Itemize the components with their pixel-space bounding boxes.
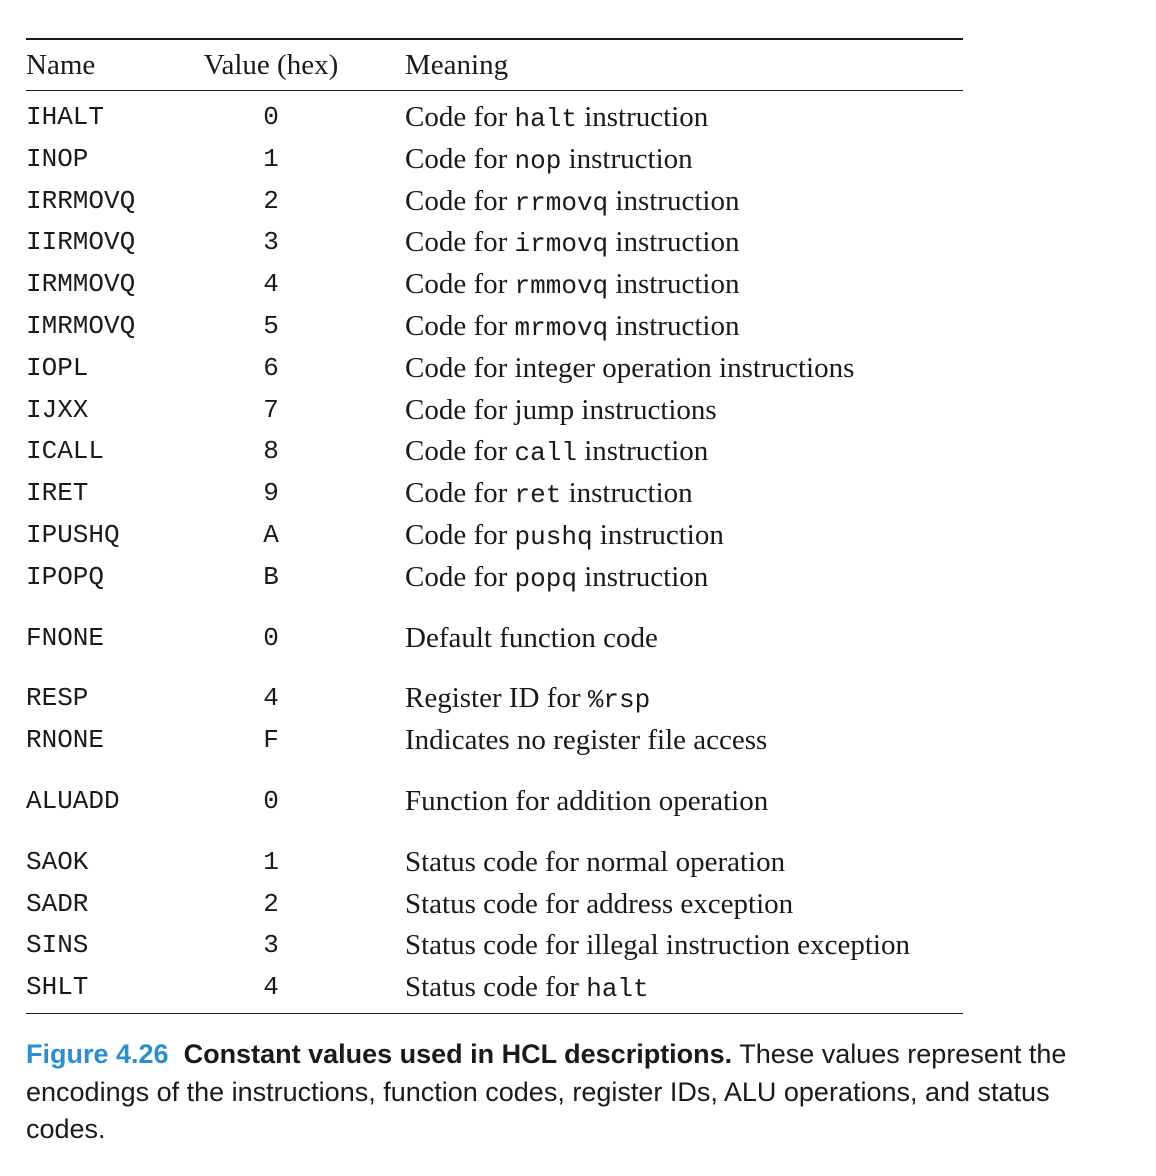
constant-name: IPUSHQ <box>26 519 120 550</box>
constant-value: 2 <box>263 888 279 919</box>
constant-meaning <box>405 884 793 926</box>
bottom-rule <box>26 1013 963 1014</box>
table-row <box>26 306 963 348</box>
constants-table <box>26 38 963 1014</box>
table-row <box>26 884 963 926</box>
constant-value: 9 <box>263 478 279 509</box>
figure-label: Figure 4.26 <box>26 1039 169 1069</box>
figure-caption <box>26 1036 1136 1149</box>
meaning-code: call <box>514 438 577 469</box>
table-row <box>26 97 963 139</box>
meaning-text: Code for <box>405 184 515 217</box>
constant-meaning <box>405 139 693 183</box>
meaning-text: Code for <box>405 518 515 551</box>
table-row <box>26 720 963 762</box>
constant-meaning <box>405 720 767 762</box>
meaning-text: Code for integer operation instructions <box>405 351 855 384</box>
table-row <box>26 348 963 390</box>
meaning-text: Code for <box>405 560 515 593</box>
constant-meaning <box>405 967 649 1011</box>
constant-name: SAOK <box>26 846 89 877</box>
header-meaning: Meaning <box>405 49 509 81</box>
constant-name: SINS <box>26 930 89 961</box>
table-row <box>26 967 963 1009</box>
table-row <box>26 473 963 515</box>
meaning-code: irmovq <box>514 229 609 260</box>
meaning-text: Code for <box>405 142 515 175</box>
figure-caption-body: These values represent the encodings of the instructions, function codes, register IDs, ALU operations, and status codes. <box>26 1039 1067 1144</box>
meaning-code: halt <box>586 974 649 1005</box>
constant-meaning <box>405 557 708 601</box>
constant-value: 4 <box>263 972 279 1003</box>
constant-name: ALUADD <box>26 785 120 816</box>
table-row <box>26 515 963 557</box>
header-value: Value (hex) <box>203 49 339 81</box>
figure-title: Constant values used in HCL descriptions. <box>183 1039 733 1069</box>
meaning-text: Code for <box>405 101 515 133</box>
table-row <box>26 618 963 660</box>
meaning-text-suffix: instruction <box>561 477 693 510</box>
meaning-text: Status code for normal operation <box>405 845 786 878</box>
meaning-text: Default function code <box>405 621 658 654</box>
constant-name: IPOPQ <box>26 561 105 592</box>
constant-value: 4 <box>263 269 279 300</box>
constant-value: 0 <box>263 622 279 653</box>
header-name: Name <box>26 49 96 81</box>
meaning-text: Function for addition operation <box>405 784 769 817</box>
constant-value: 8 <box>263 436 279 467</box>
constant-meaning <box>405 618 658 660</box>
constant-value: 3 <box>263 930 279 961</box>
constant-name: IHALT <box>26 102 105 132</box>
meaning-text-suffix: instruction <box>608 309 740 342</box>
table-row <box>26 431 963 473</box>
constant-meaning <box>405 264 739 308</box>
constant-value: 1 <box>263 143 279 174</box>
meaning-text: Code for <box>405 477 515 510</box>
constant-name: IRET <box>26 478 89 509</box>
meaning-text-suffix: instruction <box>576 101 709 133</box>
table-row <box>26 181 963 223</box>
meaning-code: rmmovq <box>514 271 609 302</box>
constant-name: IOPL <box>26 352 89 383</box>
meaning-text: Code for <box>405 309 515 342</box>
constant-name: SADR <box>26 888 89 919</box>
constant-value: 2 <box>263 185 279 216</box>
constant-value: A <box>263 519 279 550</box>
meaning-text: Status code for <box>405 971 587 1004</box>
meaning-text-suffix: instruction <box>561 142 693 175</box>
table-row <box>26 139 963 181</box>
meaning-text: Code for <box>405 268 515 301</box>
meaning-text-suffix: instruction <box>608 184 740 217</box>
constant-name: IRMMOVQ <box>26 269 136 300</box>
meaning-text-suffix: instruction <box>608 268 740 301</box>
meaning-code: pushq <box>514 521 593 552</box>
table-row <box>26 264 963 306</box>
meaning-text: Status code for address exception <box>405 887 794 920</box>
constant-meaning <box>405 431 708 475</box>
meaning-text-suffix: instruction <box>592 518 724 551</box>
meaning-code: mrmovq <box>514 312 609 343</box>
constant-name: RESP <box>26 683 89 714</box>
constant-meaning <box>405 925 910 967</box>
meaning-text: Code for jump instructions <box>405 393 717 426</box>
constant-meaning <box>405 390 717 432</box>
table-header-row <box>26 40 963 90</box>
constant-name: IMRMOVQ <box>26 310 136 341</box>
constant-meaning <box>405 97 708 141</box>
constant-name: RNONE <box>26 725 105 756</box>
meaning-text-suffix: instruction <box>576 435 709 468</box>
constant-value: 1 <box>263 846 279 877</box>
meaning-text: Status code for illegal instruction exception <box>405 929 910 962</box>
constant-meaning <box>405 222 739 266</box>
constant-name: INOP <box>26 143 89 174</box>
table-row <box>26 925 963 967</box>
meaning-text: Indicates no register file access <box>405 724 768 757</box>
table-row <box>26 390 963 432</box>
constant-value: 4 <box>263 683 279 714</box>
table-body <box>26 97 963 1009</box>
meaning-code: %rsp <box>587 685 651 716</box>
meaning-text: Code for <box>405 226 515 259</box>
constant-meaning <box>405 781 768 823</box>
table-row <box>26 557 963 599</box>
constant-name: ICALL <box>26 436 105 467</box>
constant-name: IIRMOVQ <box>26 227 136 258</box>
table-row <box>26 678 963 720</box>
constant-meaning <box>405 678 650 722</box>
constant-value: 0 <box>263 102 279 132</box>
constant-meaning <box>405 515 724 559</box>
table-row <box>26 222 963 264</box>
constant-value: 0 <box>263 785 279 816</box>
meaning-code: ret <box>514 480 562 511</box>
constant-value: 5 <box>263 310 279 341</box>
constant-meaning <box>405 306 739 350</box>
meaning-text-suffix: instruction <box>576 560 709 593</box>
constant-meaning <box>405 842 785 884</box>
constant-name: IRRMOVQ <box>26 185 136 216</box>
constant-value: B <box>263 561 279 592</box>
constant-name: SHLT <box>26 972 89 1003</box>
constant-value: 7 <box>263 394 279 425</box>
table-row <box>26 781 963 823</box>
constant-meaning <box>405 348 854 390</box>
constant-value: F <box>263 725 279 756</box>
meaning-code: nop <box>514 145 562 176</box>
meaning-code: popq <box>514 563 577 594</box>
meaning-text-suffix: instruction <box>608 226 740 259</box>
constant-name: IJXX <box>26 394 89 425</box>
constant-name: FNONE <box>26 622 105 653</box>
constant-value: 3 <box>263 227 279 258</box>
constant-meaning <box>405 181 739 225</box>
table-row <box>26 842 963 884</box>
constant-meaning <box>405 473 693 517</box>
constant-value: 6 <box>263 352 279 383</box>
meaning-code: halt <box>514 104 577 134</box>
meaning-text: Code for <box>405 435 515 468</box>
meaning-code: rrmovq <box>514 187 609 218</box>
meaning-text: Register ID for <box>405 682 588 715</box>
